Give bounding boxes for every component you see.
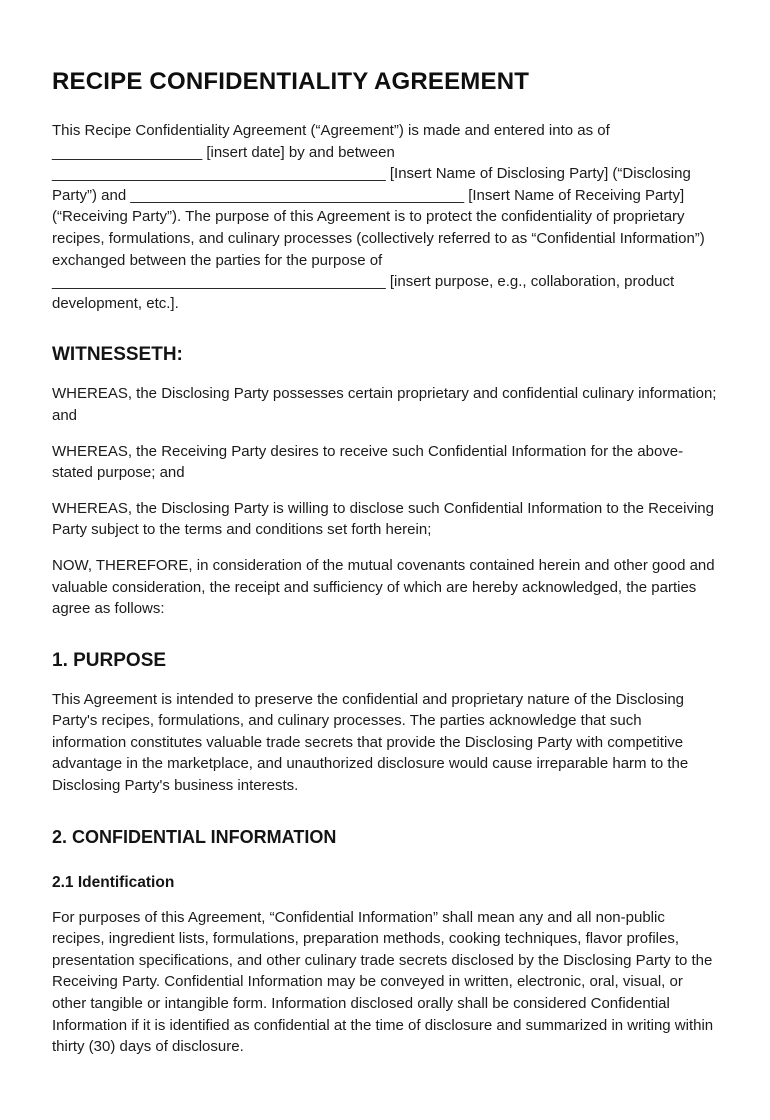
witnesseth-clauses — [52, 383, 718, 619]
section-heading-confidential-information: 2. CONFIDENTIAL INFORMATION — [52, 826, 337, 847]
purpose-paragraph: This Agreement is intended to preserve the confidential and proprietary nature of the Disclosing Party's recipes, formulations, and culinary processes. The parties acknowledge that such information constitutes valuable trade secrets that provide the Disclosing Party with competitive advantage in the marketplace, and unauthorized disclosure would cause irreparable harm to the Disclosing Party's business interests. — [52, 690, 689, 795]
witnesseth-heading: WITNESSETH: — [52, 344, 183, 366]
document-title: RECIPE CONFIDENTIALITY AGREEMENT — [52, 68, 530, 95]
whereas-clause-disclosing: WHEREAS, the Disclosing Party possesses certain proprietary and confidential culinary information; and — [52, 385, 717, 424]
intro-paragraph: This Recipe Confidentiality Agreement (“Agreement”) is made and entered into as of __________________ [insert date] by and between ________________________________________ [Insert Name of Disclosing Party] (“Disclosing Party”) and ________________________________________ [Insert Name of Receiving Party] (“Receiving Party”). The purpose of this Agreement is to protect the confidentiality of proprietary recipes, formulations, and culinary processes (collectively referred to as “Confidential Information”) exchanged between the parties for the purpose of ________________________________________ [insert purpose, e.g., collaboration, product development, etc.]. — [52, 122, 705, 312]
whereas-clause-receiving: WHEREAS, the Receiving Party desires to receive such Confidential Information for the above-stated purpose; and — [52, 442, 684, 482]
section-heading-purpose: 1. PURPOSE — [52, 649, 167, 671]
identification-paragraph: For purposes of this Agreement, “Confidential Information” shall mean any and all non-public recipes, ingredient lists, formulations, preparation methods, cooking techniques, flavor profiles, presentation specifications, and other culinary trade secrets disclosed by the Disclosing Party to the Receiving Party. Confidential Information may be conveyed in written, electronic, oral, visual, or other tangible or intangible form. Information disclosed orally shall be considered Confidential Information if it is identified as confidential at the time of disclosure and summarized in writing within thirty (30) days of disclosure. — [52, 908, 714, 1056]
subsection-heading-identification: 2.1 Identification — [52, 873, 175, 891]
whereas-clause-willing: WHEREAS, the Disclosing Party is willing to disclose such Confidential Information to the Receiving Party subject to the terms and conditions set forth herein; — [52, 499, 714, 539]
now-therefore-clause: NOW, THEREFORE, in consideration of the mutual covenants contained herein and other good and valuable consideration, the receipt and sufficiency of which are hereby acknowledged, the parties agree as follows: — [52, 556, 715, 618]
